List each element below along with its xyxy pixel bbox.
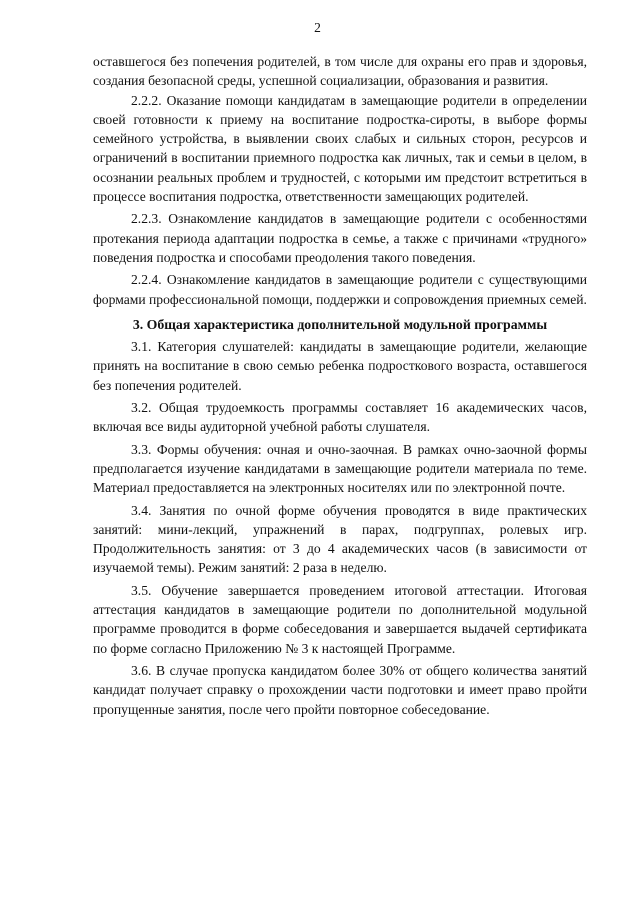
paragraph-3-5: 3.5. Обучение завершается проведением итоговой аттестации. Итоговая аттестация кандидатов в замещающие родители по дополнительной модульной программе проводится в форме собеседования и завершается выдачей сертификата по форме согласно Приложению № 3 к настоящей Программе. <box>93 582 587 656</box>
paragraph-2-2-2: 2.2.2. Оказание помощи кандидатам в замещающие родители в определении своей готовности к приему на воспитание подростка-сироты, в выборе формы семейного устройства, в выявлении своих слабых и сильных сторон, ресурсов и ограничений в воспитании приемного подростка как личных, так и семьи в целом, в осознании реальных проблем и трудностей, с которыми им предстоит встретиться в процессе воспитания подростка, ответственности замещающих родителей. <box>93 92 587 205</box>
paragraph-3-4: 3.4. Занятия по очной форме обучения проводятся в виде практических занятий: мини-лекций, упражнений в парах, подгруппах, ролевых игр. Продолжительность занятия: от 3 до 4 академических часов (в зависимости от изучаемой темы). Режим занятий: 2 раза в неделю. <box>93 502 587 576</box>
section-heading: 3. Общая характеристика дополнительной модульной программы <box>132 316 548 332</box>
paragraph-3-2: 3.2. Общая трудоемкость программы составляет 16 академических часов, включая все виды аудиторной учебной работы слушателя. <box>93 400 587 435</box>
paragraph-3-6: 3.6. В случае пропуска кандидатом более 30% от общего количества занятий кандидат получает справку о прохождении части подготовки и имеет право пройти пропущенные занятия, после чего пройти повторное собеседование. <box>93 662 587 717</box>
paragraph-2-2-3: 2.2.3. Ознакомление кандидатов в замещающие родители с особенностями протекания периода адаптации подростка в семье, а также с причинами «трудного» поведения подростка и способами преодоления такого поведения. <box>93 211 587 265</box>
paragraph-3-3: 3.3. Формы обучения: очная и очно-заочная. В рамках очно-заочной формы предполагается изучение кандидатами в замещающие родители материала по теме. Материал предоставляется на электронных носителях или по электронной почте. <box>93 441 587 496</box>
paragraph-3-1: 3.1. Категория слушателей: кандидаты в замещающие родители, желающие принять на воспитание в свою семью ребенка подросткового возраста, оставшегося без попечения родителей. <box>93 339 587 393</box>
document-body <box>93 52 587 719</box>
paragraph-2-2-4: 2.2.4. Ознакомление кандидатов в замещающие родители с существующими формами профессиональной помощи, поддержки и сопровождения приемных семей. <box>93 272 587 307</box>
paragraph-continuation: оставшегося без попечения родителей, в том числе для охраны его прав и здоровья, создания безопасной среды, успешной социализации, образования и развития. <box>93 54 587 89</box>
page-number: 2 <box>314 20 321 35</box>
